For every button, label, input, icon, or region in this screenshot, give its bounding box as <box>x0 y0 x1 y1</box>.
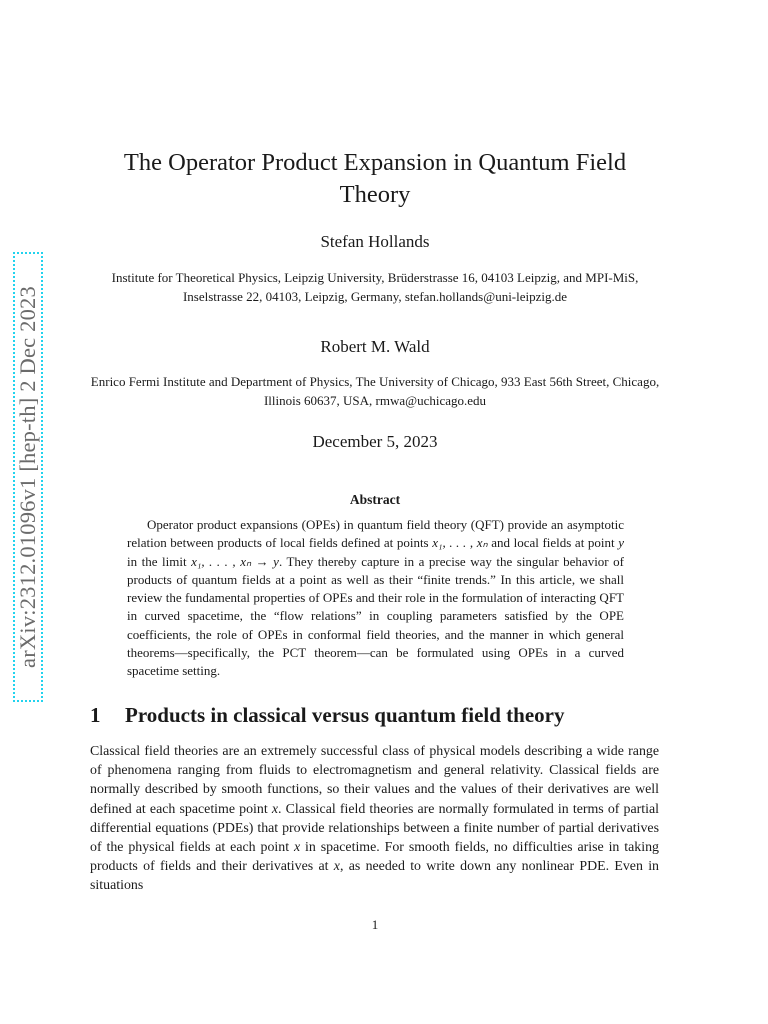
arxiv-stamp <box>13 252 43 702</box>
author-name-2: Robert M. Wald <box>320 337 430 356</box>
body-text: , as needed to write down any nonlinear PDE. Even in situations <box>90 859 660 894</box>
paper-date: December 5, 2023 <box>312 432 438 451</box>
section-number: 1 <box>90 703 101 727</box>
body-text: in spacetime. For smooth fields, no difficulties arise in taking products of fields and their derivatives at <box>90 840 659 875</box>
abstract-text: Operator product expansions (OPEs) in quantum field theory (QFT) provide an asymptotic relation between products of local fields defined at points <box>127 517 624 551</box>
abstract-text: in the limit <box>127 553 192 569</box>
abstract-math: y <box>618 535 624 551</box>
body-text: . Classical field theories are normally formulated in terms of partial differential equations (PDEs) that provide relationships between a finite number of partial derivatives of the physical fields at each point <box>90 801 659 856</box>
page-number: 1 <box>371 917 379 932</box>
arxiv-identifier[interactable]: arXiv:2312.01096v1 [hep-th] 2 Dec 2023 <box>15 286 40 668</box>
author-name-1: Stefan Hollands <box>320 232 430 251</box>
abstract-heading: Abstract <box>349 492 401 507</box>
paper-title: The Operator Product Expansion in Quantum Field Theory <box>123 149 627 208</box>
abstract-math: x₁, . . . , xₙ → y <box>191 553 279 569</box>
body-math: x <box>333 859 340 875</box>
abstract-text: and local fields at point <box>487 535 619 551</box>
body-math: x <box>293 840 301 856</box>
body-math: x <box>271 801 278 817</box>
section-title: Products in classical versus quantum field theory <box>125 703 565 727</box>
author-affiliation-2: Enrico Fermi Institute and Department of Physics, The University of Chicago, 933 East 56th Street, Chicago, Illinois 60637, USA, rmwa@uchicago.edu <box>90 374 660 408</box>
abstract-text: . They thereby capture in a precise way the singular behavior of products of quantum fields at a point as well as their “finite trends.” In this article, we shall review the fundamental properties of OPEs and their role in the formulation of interacting QFT in curved spacetime, the “flow relations” in coupling parameters satisfied by the OPE coefficients, the role of OPEs in conformal field theories, and the manner in which general theorems—specifically, the PCT theorem—can be formulated using OPEs in a curved spacetime setting. <box>127 553 624 679</box>
body-text: Classical field theories are an extremely successful class of physical models describing a wide range of phenomena ranging from fluids to electromagnetism and general relativity. Classical fields are normally described by smooth functions, so their values and the values of their derivatives are well defined at each spacetime point <box>90 744 659 817</box>
section-heading <box>90 703 564 728</box>
author-affiliation-1: Institute for Theoretical Physics, Leipzig University, Brüderstrasse 16, 04103 Leipzig, and MPI-MiS, Inselstrasse 22, 04103, Leipzig, Germany, stefan.hollands@uni-leipzig.de <box>111 270 639 304</box>
section-body <box>90 742 659 896</box>
abstract-math: x₁, . . . , xₙ <box>432 535 488 551</box>
abstract-body <box>127 516 624 681</box>
